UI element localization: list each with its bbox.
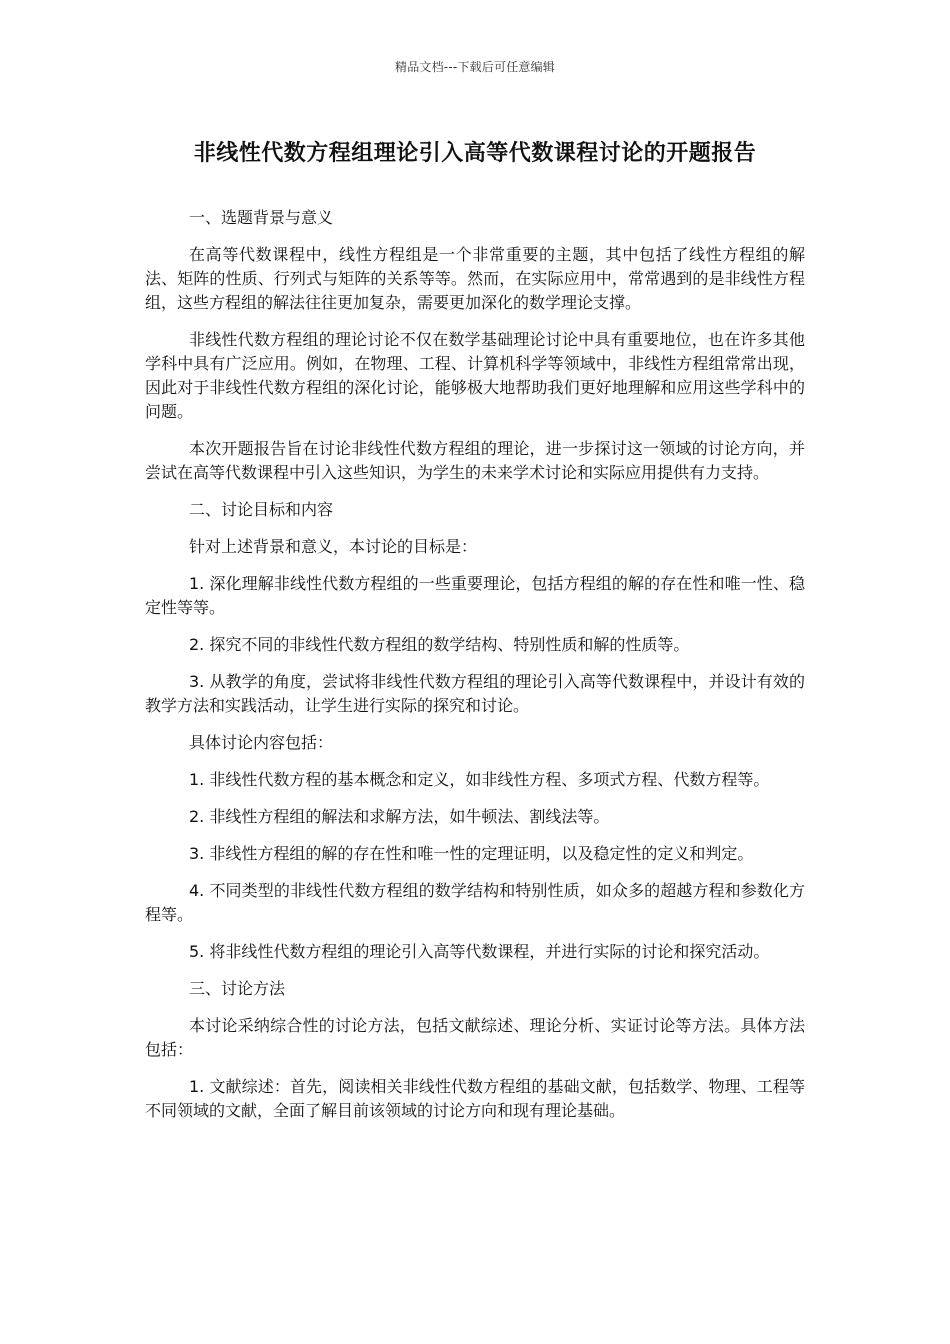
paragraph: 具体讨论内容包括：	[189, 733, 334, 752]
list-item-method-1: 1. 文献综述：首先，阅读相关非线性代数方程组的基础文献，包括数学、物理、工程等不同领域的文献，全面了解目前该领域的讨论方向和现有理论基础。	[145, 1077, 805, 1120]
section-heading-background: 一、选题背景与意义	[189, 208, 334, 227]
document-title: 非线性代数方程组理论引入高等代数课程讨论的开题报告	[193, 141, 757, 166]
list-item-goal-1: 1. 深化理解非线性代数方程组的一些重要理论，包括方程组的解的存在性和唯一性、稳定性等等。	[145, 574, 805, 617]
list-item-content-1: 1. 非线性代数方程的基本概念和定义，如非线性方程、多项式方程、代数方程等。	[189, 770, 770, 789]
list-item-goal-3: 3. 从教学的角度，尝试将非线性代数方程组的理论引入高等代数课程中，并设计有效的教学方法和实践活动，让学生进行实际的探究和讨论。	[145, 672, 805, 715]
paragraph: 非线性代数方程组的理论讨论不仅在数学基础理论讨论中具有重要地位，也在许多其他学科中具有广泛应用。例如，在物理、工程、计算机科学等领域中，非线性方程组常常出现，因此对于非线性代数方程组的深化讨论，能够极大地帮助我们更好地理解和应用这些学科中的问题。	[145, 330, 805, 421]
header-note: 精品文档---下载后可任意编辑	[395, 60, 555, 74]
section-heading-methods: 三、讨论方法	[189, 979, 286, 998]
paragraph: 本讨论采纳综合性的讨论方法，包括文献综述、理论分析、实证讨论等方法。具体方法包括：	[145, 1016, 805, 1059]
document-body	[145, 206, 805, 1136]
list-item-goal-2: 2. 探究不同的非线性代数方程组的数学结构、特别性质和解的性质等。	[189, 635, 690, 654]
list-item-content-5: 5. 将非线性代数方程组的理论引入高等代数课程，并进行实际的讨论和探究活动。	[189, 942, 770, 961]
section-heading-goals: 二、讨论目标和内容	[189, 500, 334, 519]
list-item-content-3: 3. 非线性方程组的解的存在性和唯一性的定理证明，以及稳定性的定义和判定。	[189, 844, 754, 863]
list-item-content-4: 4. 不同类型的非线性代数方程组的数学结构和特别性质，如众多的超越方程和参数化方程等。	[145, 881, 805, 924]
paragraph: 针对上述背景和意义，本讨论的目标是：	[189, 537, 478, 556]
paragraph: 在高等代数课程中，线性方程组是一个非常重要的主题，其中包括了线性方程组的解法、矩阵的性质、行列式与矩阵的关系等等。然而，在实际应用中，常常遇到的是非线性方程组，这些方程组的解法往往更加复杂，需要更加深化的数学理论支撑。	[145, 245, 805, 312]
paragraph: 本次开题报告旨在讨论非线性代数方程组的理论，进一步探讨这一领域的讨论方向，并尝试在高等代数课程中引入这些知识，为学生的未来学术讨论和实际应用提供有力支持。	[145, 439, 805, 482]
list-item-content-2: 2. 非线性方程组的解法和求解方法，如牛顿法、割线法等。	[189, 807, 610, 826]
